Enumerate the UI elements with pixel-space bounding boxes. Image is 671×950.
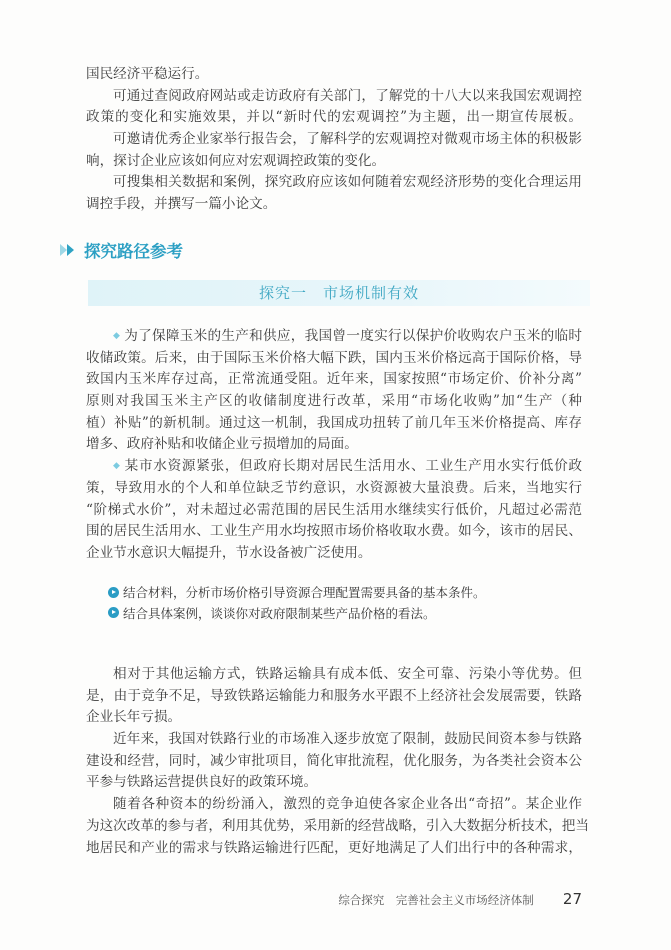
question-list <box>108 582 486 623</box>
line-text: 平参与铁路运营提供良好的政策环境。 <box>86 774 318 791</box>
paragraph <box>86 129 582 172</box>
line-text: 可邀请优秀企业家举行报告会，了解科学的宏观调控对微观市场主体的积极影 <box>113 131 582 148</box>
paragraph <box>86 86 582 129</box>
paragraph <box>86 172 582 215</box>
line-text: 近年来，我国对铁路行业的市场准入逐步放宽了限制，鼓励民间资本参与铁路 <box>113 731 582 748</box>
text-line <box>86 816 589 838</box>
line-text: 植）补贴”的新机制。通过这一机制，我国成功扭转了前几年玉米价格提高、库存 <box>86 414 582 431</box>
footer-title: 综合探究 完善社会主义市场经济体制 <box>338 893 534 907</box>
text-line <box>86 751 582 773</box>
paragraph <box>86 326 582 456</box>
double-arrow-icon <box>60 244 74 256</box>
text-line <box>86 794 582 816</box>
line-text: 增多、政府补贴和收储企业亏损增加的局面。 <box>86 436 358 453</box>
line-text: 可通过查阅政府网站或走访政府有关部门，了解党的十八大以来我国宏观调控 <box>113 87 582 104</box>
line-text: 某市水资源紧张，但政府长期对居民生活用水、工业生产用水实行低价政 <box>124 458 583 475</box>
text-line <box>86 413 582 435</box>
text-line <box>86 456 582 478</box>
question-item <box>108 582 486 603</box>
text-line <box>86 521 582 543</box>
line-text: 围的居民生活用水、工业生产用水均按照市场价格收取水费。如今，该市的居民、 <box>86 523 582 540</box>
paragraph <box>86 64 582 86</box>
question-text: 结合材料，分析市场价格引导资源合理配置需要具备的基本条件。 <box>123 585 486 601</box>
text-line <box>86 707 582 729</box>
line-text: 致国内玉米库存过高，正常流通受阻。近年来，国家按照“市场定价、价补分离” <box>86 371 582 388</box>
materials-text <box>86 326 582 565</box>
text-line <box>86 729 582 751</box>
railway-text <box>86 664 589 859</box>
page-number: 27 <box>562 890 582 908</box>
arrow-circle-icon <box>108 587 119 598</box>
text-line <box>86 500 582 522</box>
line-text: 为了保障玉米的生产和供应，我国曾一度实行以保护价收购农户玉米的临时 <box>124 328 583 344</box>
diamond-bullet-icon: ◆ <box>113 461 121 472</box>
line-text: 企业长年亏损。 <box>86 709 182 726</box>
text-line <box>86 664 582 686</box>
line-text: 原则对我国玉米主产区的收储制度进行改革，采用“市场化收购”加“生产（种 <box>86 393 582 410</box>
text-line <box>86 326 582 348</box>
paragraph <box>86 729 582 794</box>
intro-text <box>86 64 582 216</box>
text-line <box>86 86 582 108</box>
question-text: 结合具体案例，谈谈你对政府限制某些产品价格的看法。 <box>123 605 436 621</box>
line-text: 响，探讨企业应该如何应对宏观调控政策的变化。 <box>86 152 386 169</box>
line-text: 策，导致用水的个人和单位缺乏节约意识，水资源被大量浪费。后来，当地实行 <box>86 479 582 496</box>
text-line <box>86 369 582 391</box>
text-line <box>86 838 582 860</box>
paragraph <box>86 664 582 729</box>
text-line <box>86 107 582 129</box>
text-line <box>86 772 582 794</box>
text-line <box>86 172 582 194</box>
inquiry-banner: 探究一 市场机制有效 <box>88 280 590 306</box>
line-text: 地居民和产业的需求与铁路运输进行匹配，更好地满足了人们出行中的各种需求， <box>86 839 582 856</box>
text-line <box>86 129 582 151</box>
text-line <box>86 391 582 413</box>
line-text: 建设和经营，同时，减少审批项目，简化审批流程，优化服务，为各类社会资本公 <box>86 752 582 769</box>
section-heading <box>60 238 183 262</box>
page-footer <box>0 889 582 908</box>
line-text: 是，由于竞争不足，导致铁路运输能力和服务水平跟不上经济社会发展需要，铁路 <box>86 687 582 704</box>
arrow-circle-icon <box>108 607 119 618</box>
text-line <box>86 434 582 456</box>
text-line <box>86 348 582 370</box>
diamond-bullet-icon: ◆ <box>113 331 121 341</box>
text-line <box>86 543 582 565</box>
line-text: 随着各种资本的纷纷涌入，激烈的竞争迫使各家企业各出“奇招”。某企业作 <box>113 796 582 813</box>
line-text: 为这次改革的参与者，利用其优势，采用新的经营战略，引入大数据分析技术，把当 <box>86 817 589 834</box>
line-text: 企业节水意识大幅提升，节水设备被广泛使用。 <box>86 544 372 561</box>
line-text: 调控手段，并撰写一篇小论文。 <box>86 196 277 213</box>
line-text: 可搜集相关数据和案例，探究政府应该如何随着宏观经济形势的变化合理运用 <box>113 174 582 191</box>
text-line <box>86 478 582 500</box>
paragraph <box>86 456 582 564</box>
line-text: 政策的变化和实施效果，并以“新时代的宏观调控”为主题，出一期宣传展板。 <box>86 109 582 126</box>
line-text: “阶梯式水价”，对未超过必需范围的居民生活用水继续实行低价，凡超过必需范 <box>86 501 582 518</box>
question-item <box>108 603 486 624</box>
text-line <box>86 64 582 86</box>
text-line <box>86 151 582 173</box>
section-heading-title: 探究路径参考 <box>84 242 183 261</box>
line-text: 相对于其他运输方式，铁路运输具有成本低、安全可靠、污染小等优势。但 <box>113 666 582 682</box>
line-text: 国民经济平稳运行。 <box>86 66 209 82</box>
text-line <box>86 194 582 216</box>
paragraph <box>86 794 589 859</box>
line-text: 收储政策。后来，由于国际玉米价格大幅下跌，国内玉米价格远高于国际价格，导 <box>86 349 582 366</box>
text-line <box>86 686 582 708</box>
